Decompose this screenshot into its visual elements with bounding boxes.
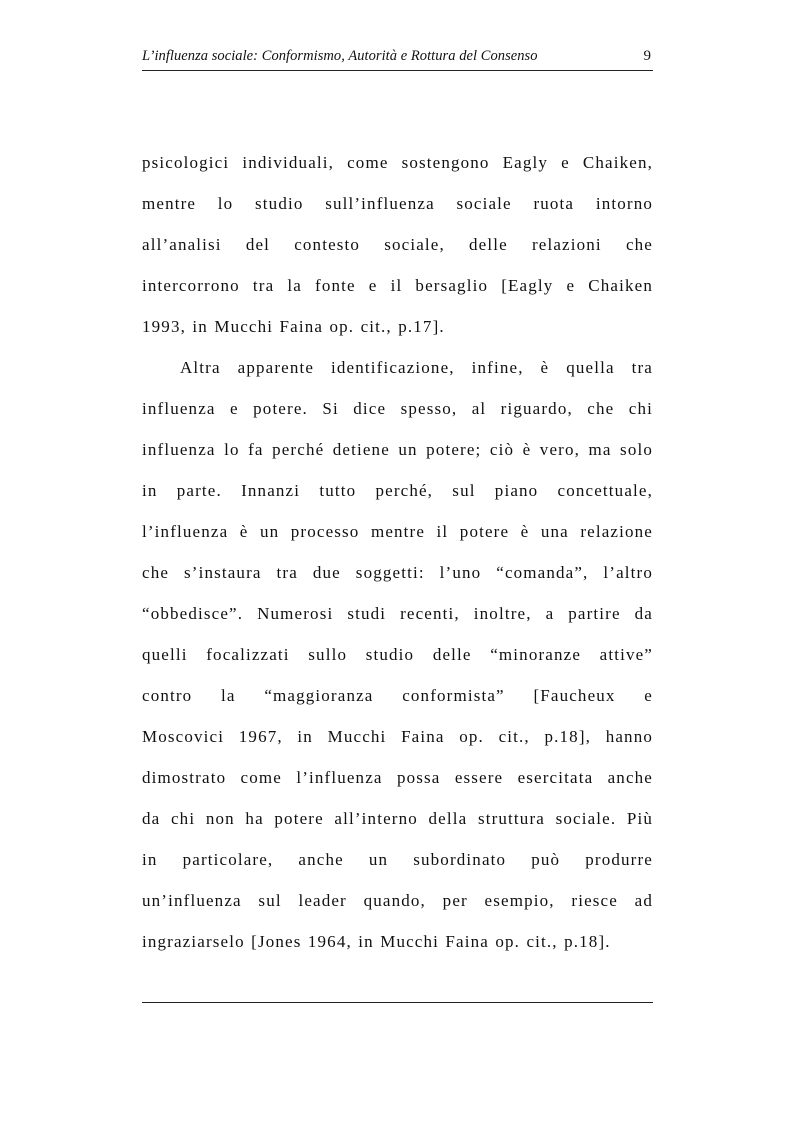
- text-line: contro la “maggioranza conformista” [Faucheux e: [142, 686, 653, 705]
- text-line: in particolare, anche un subordinato può produrre: [142, 850, 653, 869]
- text-line: un’influenza sul leader quando, per esempio, riesce ad: [142, 891, 653, 910]
- text-line: in parte. Innanzi tutto perché, sul piano concettuale,: [142, 481, 653, 500]
- text-line: all’analisi del contesto sociale, delle relazioni che: [142, 235, 653, 254]
- text-line: quelli focalizzati sullo studio delle “minoranze attive”: [142, 645, 653, 664]
- footer-rule: [142, 1002, 653, 1003]
- text-line: l’influenza è un processo mentre il potere è una relazione: [142, 522, 653, 541]
- text-line: da chi non ha potere all’interno della struttura sociale. Più: [142, 809, 653, 828]
- text-line: influenza lo fa perché detiene un potere; ciò è vero, ma solo: [142, 440, 653, 459]
- text-line: che s’instaura tra due soggetti: l’uno “comanda”, l’altro: [142, 563, 653, 582]
- text-line: ingraziarselo [Jones 1964, in Mucchi Faina op. cit., p.18].: [142, 932, 611, 951]
- text-line: psicologici individuali, come sostengono Eagly e Chaiken,: [142, 153, 653, 172]
- header-rule: [142, 70, 653, 71]
- page-number: 9: [643, 48, 651, 64]
- running-header: [142, 47, 653, 69]
- text-line: intercorrono tra la fonte e il bersaglio [Eagly e Chaiken: [142, 276, 653, 295]
- text-line: influenza e potere. Si dice spesso, al riguardo, che chi: [142, 399, 653, 418]
- text-line: “obbedisce”. Numerosi studi recenti, inoltre, a partire da: [142, 604, 653, 623]
- text-line: Altra apparente identificazione, infine, è quella tra: [180, 358, 653, 377]
- text-line: Moscovici 1967, in Mucchi Faina op. cit., p.18], hanno: [142, 727, 653, 746]
- text-line: 1993, in Mucchi Faina op. cit., p.17].: [142, 317, 445, 336]
- text-line: mentre lo studio sull’influenza sociale ruota intorno: [142, 194, 653, 213]
- header-title: L’influenza sociale: Conformismo, Autorità e Rottura del Consenso: [142, 48, 538, 64]
- text-line: dimostrato come l’influenza possa essere esercitata anche: [142, 768, 653, 787]
